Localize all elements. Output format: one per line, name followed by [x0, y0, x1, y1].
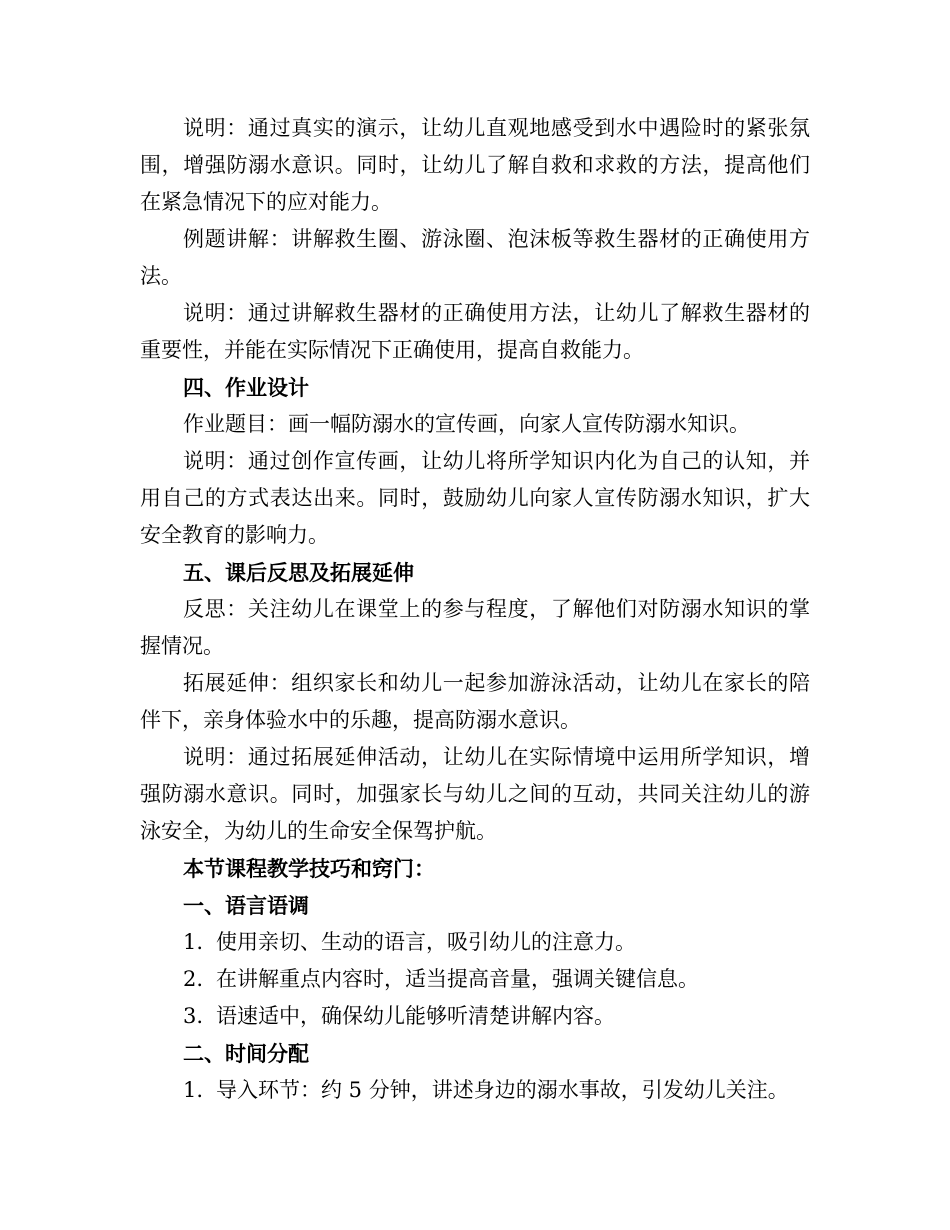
body-paragraph: 说明：通过真实的演示，让幼儿直观地感受到水中遇险时的紧张氛围，增强防溺水意识。同时，让幼儿了解自救和求救的方法，提高他们在紧急情况下的应对能力。	[140, 116, 810, 214]
body-paragraph: 说明：通过讲解救生器材的正确使用方法，让幼儿了解救生器材的重要性，并能在实际情况下正确使用，提高自救能力。	[140, 301, 810, 362]
section-heading: 四、作业设计	[183, 375, 309, 400]
list-item	[140, 1072, 810, 1109]
section-heading: 一、语言语调	[183, 893, 309, 918]
document-page	[140, 110, 810, 1109]
body-paragraph: 拓展延伸：组织家长和幼儿一起参加游泳活动，让幼儿在家长的陪伴下，亲身体验水中的乐趣，提高防溺水意识。	[140, 671, 810, 732]
list-text: 使用亲切、生动的语言，吸引幼儿的注意力。	[216, 930, 636, 954]
section-heading: 本节课程教学技巧和窍门：	[183, 856, 435, 881]
list-text: 导入环节：约 5 分钟，讲述身边的溺水事故，引发幼儿关注。	[216, 1078, 789, 1102]
list-text: 语速适中，确保幼儿能够听清楚讲解内容。	[216, 1004, 615, 1028]
list-item	[140, 924, 810, 961]
body-paragraph: 说明：通过拓展延伸活动，让幼儿在实际情境中运用所学知识，增强防溺水意识。同时，加强家长与幼儿之间的互动，共同关注幼儿的游泳安全，为幼儿的生命安全保驾护航。	[140, 745, 810, 843]
section-heading: 二、时间分配	[183, 1041, 309, 1066]
body-paragraph: 作业题目：画一幅防溺水的宣传画，向家人宣传防溺水知识。	[183, 412, 750, 436]
list-item	[140, 998, 810, 1035]
list-number: 3.	[183, 1004, 204, 1028]
section-heading: 五、课后反思及拓展延伸	[183, 560, 414, 585]
list-number: 1.	[183, 1078, 204, 1102]
body-paragraph: 例题讲解：讲解救生圈、游泳圈、泡沫板等救生器材的正确使用方法。	[140, 227, 810, 288]
list-number: 1.	[183, 930, 204, 954]
list-number: 2.	[183, 967, 204, 991]
list-item	[140, 961, 810, 998]
body-paragraph: 说明：通过创作宣传画，让幼儿将所学知识内化为自己的认知，并用自己的方式表达出来。同时，鼓励幼儿向家人宣传防溺水知识，扩大安全教育的影响力。	[140, 449, 810, 547]
list-text: 在讲解重点内容时，适当提高音量，强调关键信息。	[216, 967, 699, 991]
body-paragraph: 反思：关注幼儿在课堂上的参与程度，了解他们对防溺水知识的掌握情况。	[140, 597, 810, 658]
